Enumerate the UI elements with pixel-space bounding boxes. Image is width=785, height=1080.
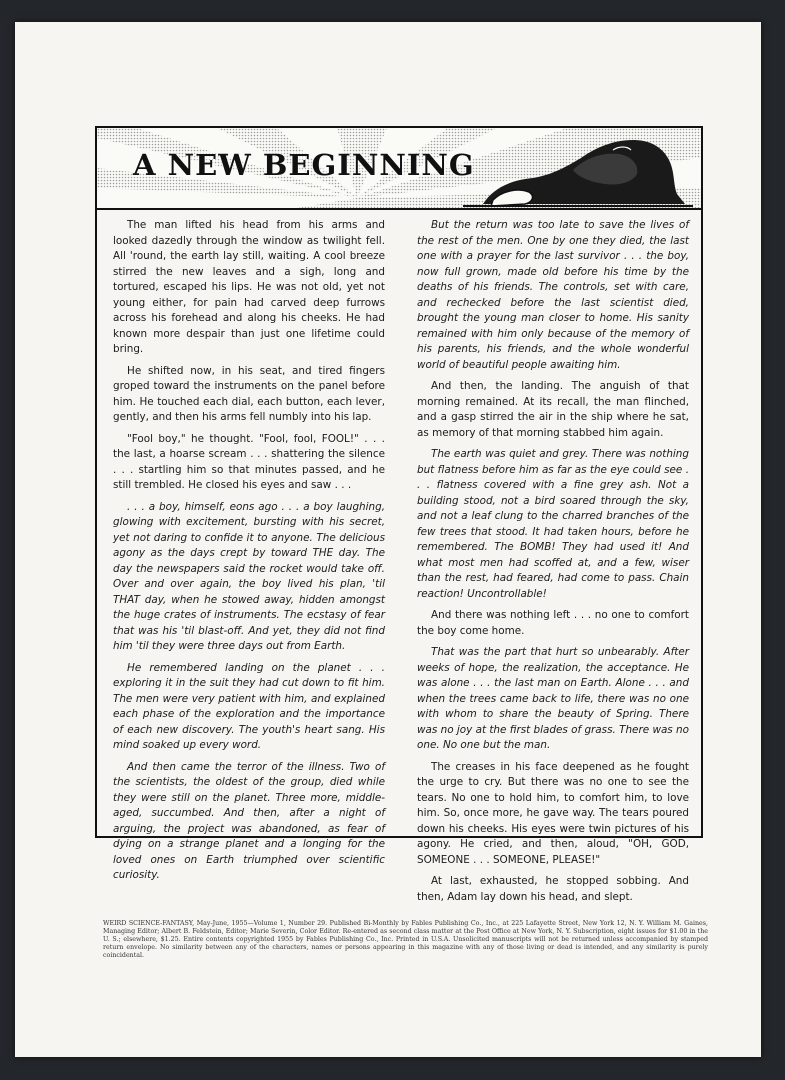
weeping-man-illustration (463, 130, 693, 208)
story-paragraph: But the return was too late to save the lives of the rest of the men. One by one they died, the last one with a prayer for the last survivor . . . the boy, now full grown, made old before his time by the deaths of his friends. The controls, set with care, and rechecked before the last scientist died, brought the young man closer to home. His sanity remained with him only because of the memory of his parents, his friends, and the whole wonderful world of beautiful people awaiting him. (417, 219, 689, 371)
story-header (97, 128, 701, 210)
story-paragraph: "Fool boy," he thought. "Fool, fool, FOOL!" . . . the last, a hoarse scream . . . shattering the silence . . . startling him so that minutes passed, and he still trembled. He closed his eyes and saw . . . (113, 432, 385, 491)
story-paragraph: The creases in his face deepened as he fought the urge to cry. But there was no one to see the tears. No one to hold him, to comfort him, to love him. So, once more, he gave way. The tears poured down his cheeks. His eyes were twin pictures of his agony. He cried, and then, aloud, "OH, GOD, SOMEONE . . . SOMEONE, PLEASE!" (417, 760, 689, 866)
story-paragraph: The man lifted his head from his arms and looked dazedly through the window as twilight fell. All 'round, the earth lay still, waiting. A cool breeze stirred the new leaves and a sigh, long and tortured, escaped his lips. He was not old, yet not young either, for pain had carved deep furrows across his forehead and along his cheeks. He had known more despair than just one lifetime could bring. (113, 219, 385, 355)
magazine-page (15, 22, 761, 1057)
story-paragraph: And there was nothing left . . . no one to comfort the boy come home. (417, 609, 689, 637)
story-panel (95, 126, 703, 903)
story-title: A NEW BEGINNING (133, 148, 475, 182)
story-paragraph: He remembered landing on the planet . . . exploring it in the suit they had cut down to fit him. The men were very patient with him, and explained each phase of the exploration and the importance of each new discovery. The youth's heart sang. His mind soaked up every word. (113, 661, 385, 751)
publication-colophon: WEIRD SCIENCE-FANTASY, May-June, 1955—Volume 1, Number 29. Published Bi-Monthly by Fables Publishing Co., Inc., at 225 Lafayette Street, New York 12, N. Y. William M. Gaines, Managing Editor; Albert B. Feldstein, Editor; Marie Severin, Color Editor. Re-entered as second class matter at the Post Office at New York, N. Y. Subscription, eight issues for $1.00 in the U. S.; elsewhere, $1.25. Entire contents copyrighted 1955 by Fables Publishing Co., Inc. Printed in U.S.A. Unsolicited manuscripts will not be returned unless accompanied by stamped return envelope. No similarity between any of the characters, names or persons appearing in this magazine with any of those living or dead is intended, and any similarity is purely coincidental. (103, 920, 708, 959)
left-column (113, 218, 385, 890)
story-paragraph: That was the part that hurt so unbearably. After weeks of hope, the realization, the acceptance. He was alone . . . the last man on Earth. Alone . . . and when the trees came back to life, there was no one with whom to share the beauty of Spring. There was no joy at the first blades of grass. There was no one. No one but the man. (417, 646, 689, 751)
story-paragraph: The earth was quiet and grey. There was nothing but flatness before him as far as the eye could see . . . flatness covered with a fine grey ash. Not a building stood, not a bird soared through the sky, and not a leaf clung to the charred branches of the few trees that stood. It had taken hours, before he remembered. The BOMB! They had used it! And what most men had scoffed at, and a few, wiser than the rest, had feared, had come to pass. Chain reaction! Uncontrollable! (417, 448, 689, 600)
story-paragraph: And then came the terror of the illness. Two of the scientists, the oldest of the group, died while they were still on the planet. Three more, middle-aged, succumbed. And then, after a night of arguing, the project was abandoned, as fear of dying on a strange planet and a longing for the loved ones on Earth triumphed over scientific curiosity. (113, 760, 385, 881)
right-column (417, 218, 689, 911)
story-paragraph: And then, the landing. The anguish of that morning remained. At its recall, the man flinched, and a gasp stirred the air in the ship where he sat, as memory of that morning stabbed him again. (417, 380, 689, 439)
story-paragraph: He shifted now, in his seat, and tired fingers groped toward the instruments on the panel before him. He touched each dial, each button, each lever, gently, and then his arms fell numbly into his lap. (113, 364, 385, 423)
story-paragraph: . . . a boy, himself, eons ago . . . a boy laughing, glowing with excitement, bursting with his secret, yet not daring to confide it to anyone. The delicious agony as the days crept by toward THE day. The day the newspapers said the rocket would take off. Over and over again, the boy lived his plan, 'til THAT day, when he stowed away, hidden amongst the huge crates of instruments. The ecstasy of fear that was his 'til blast-off. And yet, they did not find him 'til they were three days out from Earth. (113, 500, 385, 652)
story-paragraph: At last, exhausted, he stopped sobbing. And then, Adam lay down his head, and slept. (417, 875, 689, 903)
